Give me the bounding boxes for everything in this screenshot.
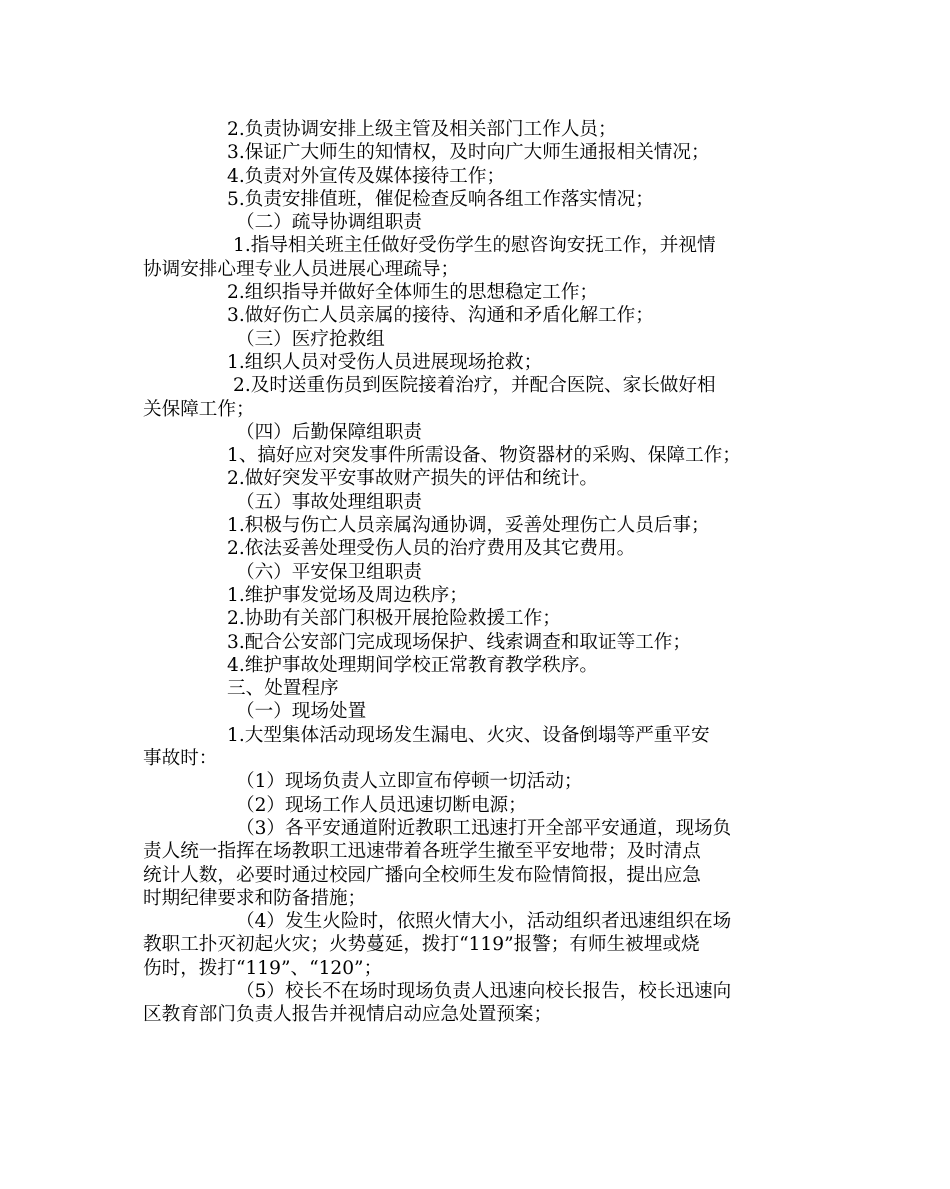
text-line: 4.负责对外宣传及媒体接待工作； [227, 165, 506, 187]
text-line: （5）校长不在场时现场负责人迅速向校长报告，校长迅速向 [236, 980, 732, 1002]
text-line: 2.负责协调安排上级主管及相关部门工作人员； [227, 119, 617, 140]
text-line: 2.做好突发平安事故财产损失的评估和统计。 [227, 468, 599, 490]
text-line: 统计人数，必要时通过校园广播向全校师生发布险情简报，提出应急 [143, 864, 701, 886]
text-line: 1.积极与伤亡人员亲属沟通协调，妥善处理伤亡人员后事； [227, 515, 710, 537]
text-line: 3.保证广大师生的知情权，及时向广大师生通报相关情况； [227, 142, 710, 164]
text-line: （四）后勤保障组职责 [236, 421, 422, 443]
text-line: 1、搞好应对突发事件所需设备、物资器材的采购、保障工作； [227, 445, 741, 467]
text-line: 1.组织人员对受伤人员进展现场抢救； [227, 351, 543, 373]
text-line: 事故时： [143, 748, 218, 770]
text-line: 区教育部门负责人报告并视情启动应急处置预案； [143, 1004, 553, 1026]
text-line: 2.依法妥善处理受伤人员的治疗费用及其它费用。 [227, 538, 636, 560]
text-line: 5.负责安排值班，催促检查反响各组工作落实情况； [227, 188, 654, 210]
text-line: 1.指导相关班主任做好受伤学生的慰咨询安抚工作，并视情 [233, 235, 716, 257]
text-line: 2.组织指导并做好全体师生的思想稳定工作； [227, 282, 599, 304]
text-line: 2.及时送重伤员到医院接着治疗，并配合医院、家长做好相 [233, 375, 716, 397]
text-line: 三、处置程序 [227, 678, 339, 700]
text-line: （一）现场处置 [236, 701, 367, 723]
text-line: 3.做好伤亡人员亲属的接待、沟通和矛盾化解工作； [227, 305, 654, 327]
text-line: 4.维护事故处理期间学校正常教育教学秩序。 [227, 654, 599, 676]
text-line: 3.配合公安部门完成现场保护、线索调查和取证等工作； [227, 631, 691, 653]
text-line: （1）现场负责人立即宣布停顿一切活动； [236, 771, 583, 793]
text-line: 责人统一指挥在场教职工迅速带着各班学生撤至平安地带；及时清点 [143, 841, 701, 863]
text-line: （3）各平安通道附近教职工迅速打开全部平安通道，现场负 [236, 817, 732, 839]
text-line: 2.协助有关部门积极开展抢险救援工作； [227, 608, 561, 630]
text-line: （2）现场工作人员迅速切断电源； [236, 794, 527, 816]
text-line: 教职工扑灭初起火灾；火势蔓延，拨打“119”报警；有师生被埋或烧 [143, 934, 700, 956]
text-line: （六）平安保卫组职责 [236, 561, 422, 583]
text-line: 时期纪律要求和防备措施； [143, 887, 367, 909]
text-line: 1.大型集体活动现场发生漏电、火灾、设备倒塌等严重平安 [227, 724, 710, 746]
text-line: （二）疏导协调组职责 [236, 212, 422, 234]
text-line: （4）发生火险时，依照火情大小，活动组织者迅速组织在场 [236, 911, 732, 933]
text-line: 关保障工作； [143, 398, 255, 420]
document-page [0, 118, 950, 1027]
text-line: 伤时，拨打“119”、“120”； [143, 957, 383, 979]
text-line: （三）医疗抢救组 [236, 328, 385, 350]
text-line: 协调安排心理专业人员进展心理疏导； [143, 258, 460, 280]
text-line: （五）事故处理组职责 [236, 491, 422, 513]
text-line: 1.维护事发觉场及周边秩序； [227, 584, 468, 606]
